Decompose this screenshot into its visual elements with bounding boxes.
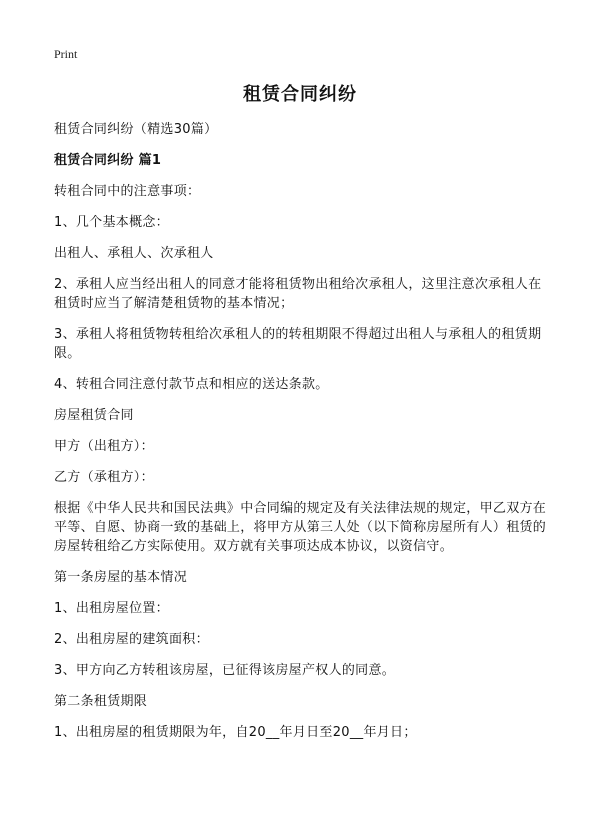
paragraph: 出租人、承租人、次承租人 (54, 246, 214, 261)
document-body (54, 120, 554, 754)
paragraph: 甲方（出租方）： (54, 439, 154, 454)
paragraph: 3、承租人将租赁物转租给次承租人的的转租期限不得超过出租人与承租人的租赁期限。 (54, 327, 542, 361)
print-link[interactable]: Print (54, 47, 78, 61)
paragraph: 3、甲方向乙方转租该房屋，已征得该房屋产权人的同意。 (54, 663, 396, 678)
paragraph: 4、转租合同注意付款节点和相应的送达条款。 (54, 377, 329, 392)
paragraph: 转租合同中的注意事项： (54, 184, 201, 199)
paragraph: 第二条租赁期限 (54, 694, 148, 709)
paragraph: 根据《中华人民共和国民法典》中合同编的规定及有关法律法规的规定，甲乙双方在平等、自愿、协商一致的基础上，将甲方从第三人处（以下简称房屋所有人）租赁的房屋转租给乙方实际使用。双方就有关事项达成本协议，以资信守。 (54, 501, 547, 554)
paragraph: 2、承租人应当经出租人的同意才能将租赁物出租给次承租人，这里注意次承租人在租赁时应当了解清楚租赁物的基本情况； (54, 277, 542, 311)
section-heading: 租赁合同纠纷 篇1 (54, 153, 162, 168)
paragraph: 1、几个基本概念： (54, 215, 169, 230)
paragraph: 1、出租房屋位置： (54, 601, 169, 616)
paragraph: 乙方（承租方）： (54, 470, 154, 485)
paragraph: 第一条房屋的基本情况 (54, 570, 188, 585)
subtitle-paragraph: 租赁合同纠纷（精选30篇） (54, 122, 218, 137)
paragraph: 1、出租房屋的租赁期限为年，自20__年月日至20__年月日； (54, 725, 417, 740)
paragraph: 房屋租赁合同 (54, 408, 134, 423)
document-title: 租赁合同纠纷 (243, 84, 357, 105)
paragraph: 2、出租房屋的建筑面积： (54, 632, 209, 647)
